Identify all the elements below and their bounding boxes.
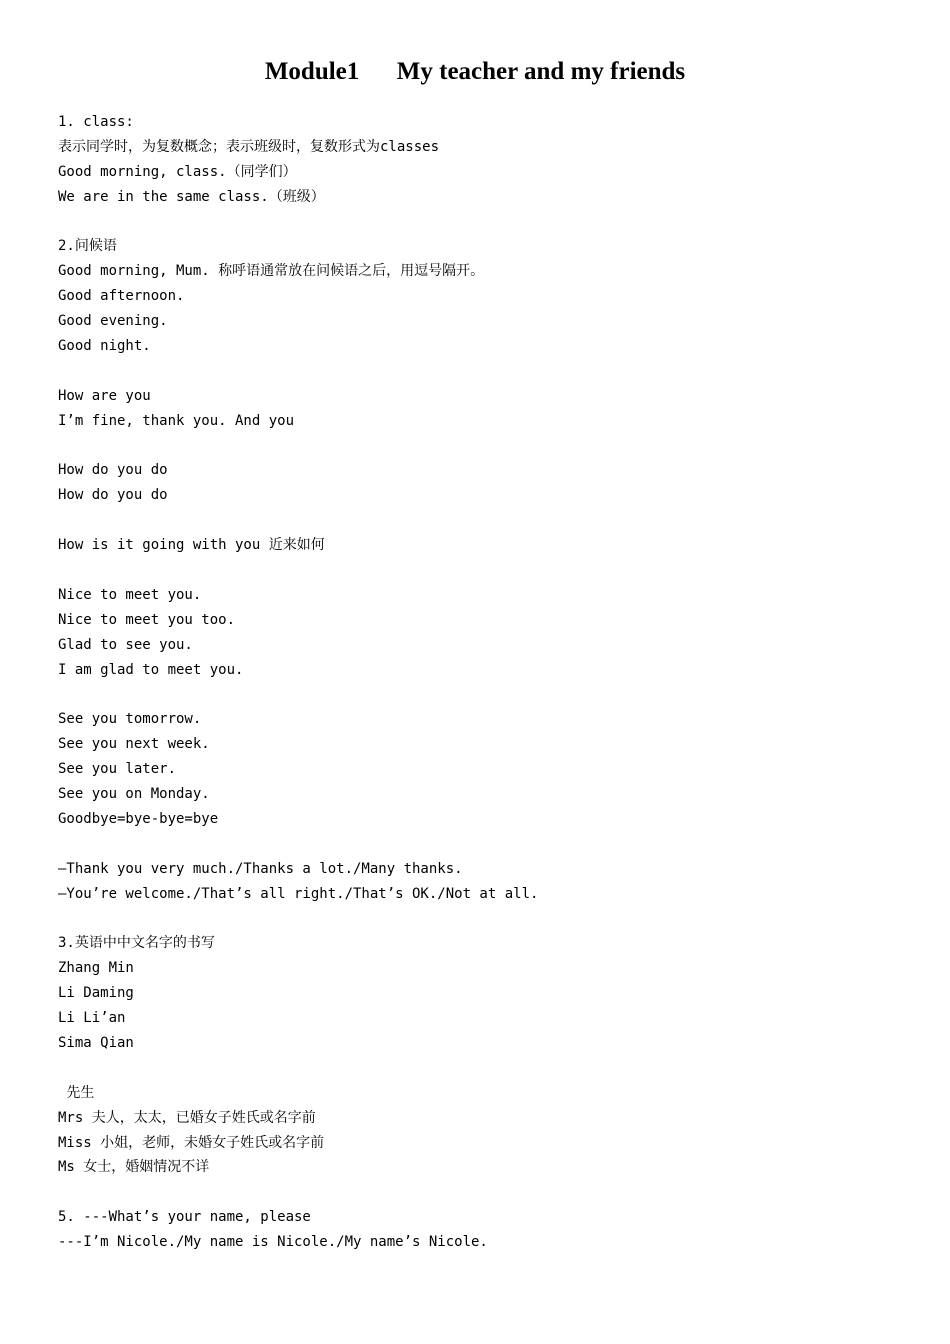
text-line: Miss 小姐，老师，未婚女子姓氏或名字前	[58, 1134, 325, 1151]
section-heading: 2.问候语	[58, 238, 117, 255]
text-line: Ms 女士，婚姻情况不详	[58, 1159, 210, 1176]
page-title: Module1 My teacher and my friends	[264, 58, 686, 85]
text-line: 1. class:	[58, 114, 134, 130]
text-line: Goodbye=bye-bye=bye	[58, 810, 219, 827]
text-line: How is it going with you 近来如何	[58, 537, 325, 554]
text-line: 表示同学时，为复数概念；表示班级时，复数形式为classes	[58, 138, 439, 155]
text-line: See you later.	[58, 761, 177, 778]
text-line: How do you do	[58, 462, 168, 479]
text-line: Good evening.	[58, 313, 168, 330]
text-line: Good morning, Mum. 称呼语通常放在问候语之后，用逗号隔开。	[58, 263, 485, 280]
text-line: How are you	[58, 387, 151, 404]
text-line: See you on Monday.	[58, 786, 210, 803]
text-line: Glad to see you.	[58, 636, 193, 653]
blank-line	[58, 434, 918, 459]
text-line: I’m fine, thank you. And you	[58, 412, 295, 429]
text-line: Li Daming	[58, 985, 134, 1002]
text-line: We are in the same class.（班级）	[58, 188, 325, 205]
text-line: ---I’m Nicole./My name is Nicole./My name’s Nicole.	[58, 1234, 488, 1251]
text-line: Good afternoon.	[58, 288, 185, 305]
blank-line	[58, 1056, 918, 1081]
text-line: I am glad to meet you.	[58, 661, 244, 678]
text-line: See you tomorrow.	[58, 711, 202, 728]
text-line: Sima Qian	[58, 1034, 134, 1051]
document-body	[58, 110, 918, 1255]
blank-line	[58, 1180, 918, 1205]
blank-line	[58, 359, 918, 384]
text-line: —You’re welcome./That’s all right./That’s OK./Not at all.	[58, 885, 539, 902]
blank-line	[58, 907, 918, 932]
text-line: Nice to meet you too.	[58, 611, 236, 628]
text-line: Mrs 夫人，太太，已婚女子姓氏或名字前	[58, 1109, 316, 1126]
blank-line	[58, 508, 918, 533]
blank-line	[58, 832, 918, 857]
text-line: Nice to meet you.	[58, 586, 202, 603]
text-line: Li Li’an	[58, 1010, 126, 1027]
text-line: See you next week.	[58, 736, 210, 753]
blank-line	[58, 558, 918, 583]
blank-line	[58, 682, 918, 707]
section-heading: 3.英语中中文名字的书写	[58, 935, 215, 952]
text-line: How do you do	[58, 487, 168, 504]
text-line: 先生	[58, 1084, 95, 1101]
blank-line	[58, 210, 918, 235]
text-line: Good morning, class.（同学们）	[58, 163, 297, 180]
text-line: 5. ---What’s your name, please	[58, 1209, 311, 1226]
text-line: Good night.	[58, 338, 151, 355]
text-line: —Thank you very much./Thanks a lot./Many thanks.	[58, 860, 463, 877]
text-line: Zhang Min	[58, 960, 134, 977]
